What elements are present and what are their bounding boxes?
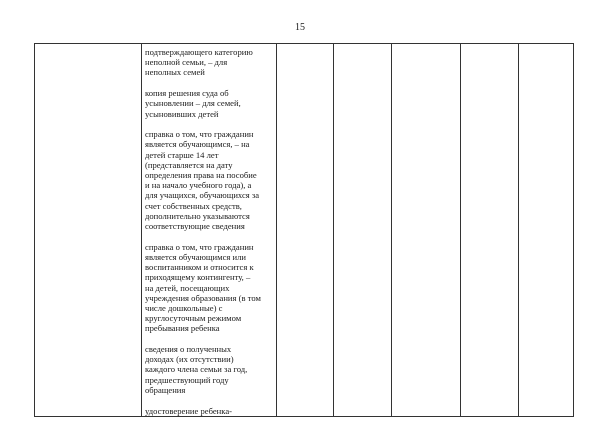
- table-row: [35, 44, 574, 417]
- table-cell-empty: [392, 44, 461, 417]
- document-paragraph: справка о том, что гражданин является обучающимся или воспитанником и относится к приходящему контингенту, – на детей, посещающих учреждения образования (в том числе дошкольные) с круглосуточным режимом пребывания ребенка: [145, 241, 261, 334]
- document-table: [34, 43, 574, 417]
- document-paragraph: сведения о полученных доходах (их отсутствии) каждого члена семьи за год, предшествующий году обращения: [145, 344, 248, 395]
- document-paragraph: копия решения суда об усыновлении – для семей, усыновивших детей: [145, 88, 241, 119]
- document-paragraph: подтверждающего категорию неполной семьи, – для неполных семей: [145, 47, 253, 78]
- table-cell-empty: [277, 44, 334, 417]
- table-cell-empty: [519, 44, 574, 417]
- table-cell-empty: [35, 44, 142, 417]
- documents-list: [142, 44, 276, 416]
- table-cell-empty: [334, 44, 392, 417]
- document-paragraph: удостоверение ребенка-: [145, 405, 232, 416]
- table-cell-empty: [461, 44, 519, 417]
- document-paragraph: справка о том, что гражданин является обучающимся, – на детей старше 14 лет (представляется на дату определения права на пособие и на начало учебного года), а для учащихся, обучающихся за счет собственных средств, дополнительно указываются соответствующие сведения: [145, 129, 260, 232]
- table-cell-documents: [142, 44, 277, 417]
- page-number: 15: [295, 22, 305, 33]
